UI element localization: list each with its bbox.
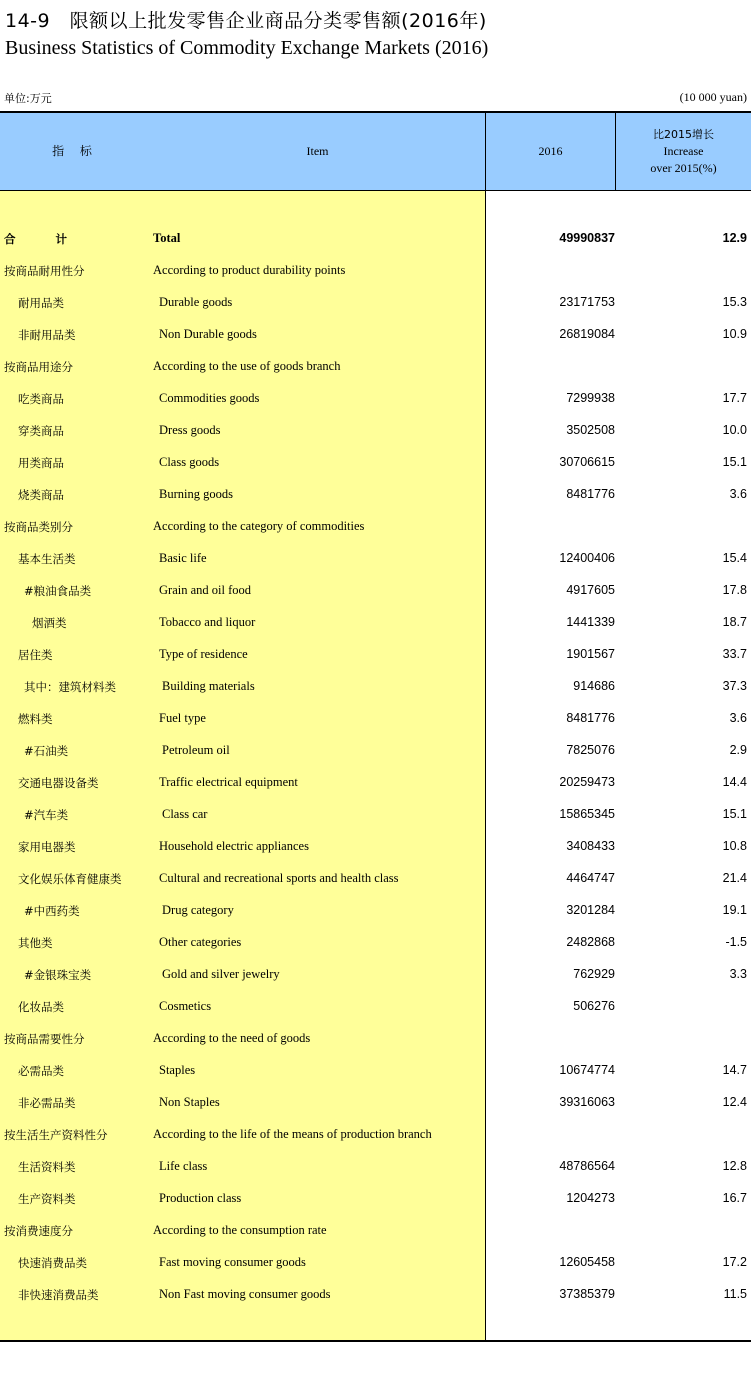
row-value-2016: 48786564	[559, 1159, 615, 1173]
table-row	[0, 510, 751, 542]
row-value-2016: 15865345	[559, 807, 615, 821]
row-value-2016: 39316063	[559, 1095, 615, 1109]
table-row	[0, 286, 751, 318]
table-row	[0, 862, 751, 894]
header-item: Item	[306, 144, 329, 158]
row-increase-pct: 3.6	[729, 711, 747, 725]
row-increase-pct: 15.4	[722, 551, 747, 565]
table-row	[0, 958, 751, 990]
row-increase-pct: 12.8	[722, 1159, 747, 1173]
row-increase-pct: 19.1	[722, 903, 747, 917]
row-label-cn: 文化娱乐体育健康类	[18, 872, 122, 886]
row-increase-pct: 15.3	[722, 295, 747, 309]
table-row	[0, 638, 751, 670]
unit-label-en: (10 000 yuan)	[679, 90, 747, 104]
row-increase-pct: 14.7	[722, 1063, 747, 1077]
header-indicator: 指 标	[52, 144, 98, 158]
row-label-cn: 交通电器设备类	[18, 776, 99, 790]
row-value-2016: 3201284	[566, 903, 615, 917]
table-row	[0, 1022, 751, 1054]
row-label-cn: #金银珠宝类	[24, 968, 92, 982]
row-label-en: According to the use of goods branch	[153, 359, 341, 373]
row-increase-pct: 33.7	[722, 647, 747, 661]
row-label-en: Tobacco and liquor	[159, 615, 256, 629]
row-label-en: Building materials	[162, 679, 255, 693]
row-increase-pct: 16.7	[722, 1191, 747, 1205]
table-row	[0, 382, 751, 414]
row-label-en: Type of residence	[159, 647, 248, 661]
row-value-2016: 49990837	[559, 231, 615, 245]
row-increase-pct: -1.5	[725, 935, 747, 949]
row-value-2016: 8481776	[566, 487, 615, 501]
row-value-2016: 4464747	[566, 871, 615, 885]
row-label-en: Commodities goods	[159, 391, 260, 405]
row-label-cn: 按商品需要性分	[4, 1032, 85, 1046]
row-label-en: Gold and silver jewelry	[162, 967, 280, 981]
row-label-cn: 烧类商品	[18, 488, 64, 502]
row-label-cn: #中西药类	[24, 904, 80, 918]
row-increase-pct: 17.7	[722, 391, 747, 405]
page-title-cn: 14-9 限额以上批发零售企业商品分类零售额(2016年)	[5, 10, 487, 32]
header-increase	[616, 113, 751, 190]
row-label-en: Drug category	[162, 903, 234, 917]
row-increase-pct: 12.9	[722, 231, 747, 245]
table-row	[0, 926, 751, 958]
row-value-2016: 762929	[573, 967, 615, 981]
page-title-en: Business Statistics of Commodity Exchange Markets (2016)	[5, 37, 489, 59]
row-label-cn: 按商品类别分	[4, 520, 73, 534]
row-value-2016: 7299938	[566, 391, 615, 405]
table-row	[0, 414, 751, 446]
row-label-en: Fast moving consumer goods	[159, 1255, 306, 1269]
header-increase-cn: 比2015增长	[653, 128, 714, 141]
row-value-2016: 10674774	[559, 1063, 615, 1077]
row-value-2016: 12400406	[559, 551, 615, 565]
row-increase-pct: 10.8	[722, 839, 747, 853]
table-row	[0, 990, 751, 1022]
table-body	[0, 222, 751, 1310]
row-label-cn: 非快速消费品类	[18, 1288, 99, 1302]
row-value-2016: 506276	[573, 999, 615, 1013]
table-row	[0, 1214, 751, 1246]
row-label-cn: 耐用品类	[18, 296, 64, 310]
row-label-en: According to the category of commodities	[153, 519, 365, 533]
table-row	[0, 702, 751, 734]
row-label-cn: 按消费速度分	[4, 1224, 73, 1238]
table-row	[0, 734, 751, 766]
row-label-cn: 非耐用品类	[18, 328, 76, 342]
row-label-cn: 必需品类	[18, 1064, 64, 1078]
row-increase-pct: 17.8	[722, 583, 747, 597]
row-value-2016: 30706615	[559, 455, 615, 469]
row-label-en: Grain and oil food	[159, 583, 251, 597]
row-label-en: Basic life	[159, 551, 207, 565]
row-label-en: Cultural and recreational sports and health class	[159, 871, 399, 885]
table-row	[0, 830, 751, 862]
table-row	[0, 574, 751, 606]
row-label-en: Traffic electrical equipment	[159, 775, 298, 789]
row-value-2016: 20259473	[559, 775, 615, 789]
row-value-2016: 26819084	[559, 327, 615, 341]
row-label-en: Petroleum oil	[162, 743, 230, 757]
row-label-cn: 合 计	[4, 232, 86, 246]
row-label-cn: 其他类	[18, 936, 53, 950]
row-value-2016: 37385379	[559, 1287, 615, 1301]
header-increase-en1: Increase	[663, 144, 704, 158]
table-row	[0, 1278, 751, 1310]
row-increase-pct: 3.3	[729, 967, 747, 981]
row-label-cn: 快速消费品类	[18, 1256, 87, 1270]
row-label-en: Fuel type	[159, 711, 206, 725]
table-row	[0, 478, 751, 510]
row-label-cn: 基本生活类	[18, 552, 76, 566]
row-label-en: Non Fast moving consumer goods	[159, 1287, 331, 1301]
header-year: 2016	[538, 144, 563, 158]
row-label-cn: 非必需品类	[18, 1096, 76, 1110]
row-label-cn: #汽车类	[24, 808, 69, 822]
row-label-cn: 穿类商品	[18, 424, 64, 438]
table-row	[0, 1086, 751, 1118]
row-increase-pct: 10.9	[722, 327, 747, 341]
table-row	[0, 446, 751, 478]
row-value-2016: 4917605	[566, 583, 615, 597]
row-label-cn: 烟酒类	[32, 616, 67, 630]
table-row	[0, 1246, 751, 1278]
table-row	[0, 1054, 751, 1086]
row-label-cn: 化妆品类	[18, 1000, 64, 1014]
table-row	[0, 1118, 751, 1150]
row-label-cn: 按生活生产资料性分	[4, 1128, 108, 1142]
row-increase-pct: 2.9	[729, 743, 747, 757]
row-label-cn: 用类商品	[18, 456, 64, 470]
row-value-2016: 8481776	[566, 711, 615, 725]
header-increase-en2: over 2015(%)	[650, 161, 717, 175]
row-value-2016: 23171753	[559, 295, 615, 309]
row-label-cn: 按商品用途分	[4, 360, 73, 374]
row-increase-pct: 3.6	[729, 487, 747, 501]
row-label-en: Other categories	[159, 935, 242, 949]
row-increase-pct: 37.3	[722, 679, 747, 693]
row-increase-pct: 11.5	[723, 1287, 747, 1301]
table-row	[0, 542, 751, 574]
table-row	[0, 894, 751, 926]
row-value-2016: 1441339	[566, 615, 615, 629]
row-label-en: Life class	[159, 1159, 208, 1173]
row-label-en: According to the need of goods	[153, 1031, 311, 1045]
row-increase-pct: 14.4	[722, 775, 747, 789]
row-label-cn: 生活资料类	[18, 1160, 76, 1174]
row-label-cn: 其中：建筑材料类	[24, 680, 116, 694]
row-label-cn: 燃料类	[18, 712, 53, 726]
row-label-en: According to the life of the means of production branch	[153, 1127, 432, 1141]
row-increase-pct: 18.7	[722, 615, 747, 629]
row-increase-pct: 15.1	[722, 807, 747, 821]
row-label-en: Cosmetics	[159, 999, 212, 1013]
row-label-en: Non Durable goods	[159, 327, 257, 341]
row-value-2016: 3502508	[566, 423, 615, 437]
row-label-en: Non Staples	[159, 1095, 220, 1109]
row-value-2016: 3408433	[566, 839, 615, 853]
row-value-2016: 12605458	[559, 1255, 615, 1269]
row-label-en: Household electric appliances	[159, 839, 309, 853]
row-label-en: According to the consumption rate	[153, 1223, 327, 1237]
table-row	[0, 1182, 751, 1214]
row-increase-pct: 15.1	[722, 455, 747, 469]
row-label-cn: #石油类	[24, 744, 69, 758]
table-row	[0, 1150, 751, 1182]
table-row	[0, 254, 751, 286]
row-label-en: Class car	[162, 807, 208, 821]
row-label-en: Burning goods	[159, 487, 233, 501]
row-label-cn: 家用电器类	[18, 840, 76, 854]
row-increase-pct: 12.4	[722, 1095, 747, 1109]
row-label-en: Dress goods	[159, 423, 221, 437]
row-label-cn: 吃类商品	[18, 392, 64, 406]
row-label-en: Production class	[159, 1191, 242, 1205]
row-value-2016: 914686	[573, 679, 615, 693]
row-label-en: According to product durability points	[153, 263, 346, 277]
row-increase-pct: 21.4	[722, 871, 747, 885]
row-value-2016: 2482868	[566, 935, 615, 949]
table-row	[0, 766, 751, 798]
row-value-2016: 7825076	[566, 743, 615, 757]
row-label-en: Staples	[159, 1063, 196, 1077]
row-increase-pct: 17.2	[722, 1255, 747, 1269]
row-increase-pct: 10.0	[722, 423, 747, 437]
row-label-en: Class goods	[159, 455, 220, 469]
row-label-cn: 居住类	[18, 648, 53, 662]
table-row	[0, 222, 751, 254]
table-row	[0, 606, 751, 638]
row-value-2016: 1901567	[566, 647, 615, 661]
row-value-2016: 1204273	[566, 1191, 615, 1205]
unit-label-cn: 单位:万元	[4, 92, 52, 105]
table-bottom-rule	[0, 1340, 751, 1342]
row-label-cn: 生产资料类	[18, 1192, 76, 1206]
table-row	[0, 318, 751, 350]
table-row	[0, 670, 751, 702]
row-label-en: Durable goods	[159, 295, 233, 309]
table-row	[0, 350, 751, 382]
row-label-cn: #粮油食品类	[24, 584, 92, 598]
table-row	[0, 798, 751, 830]
row-label-cn: 按商品耐用性分	[4, 264, 85, 278]
row-label-en: Total	[153, 231, 181, 245]
